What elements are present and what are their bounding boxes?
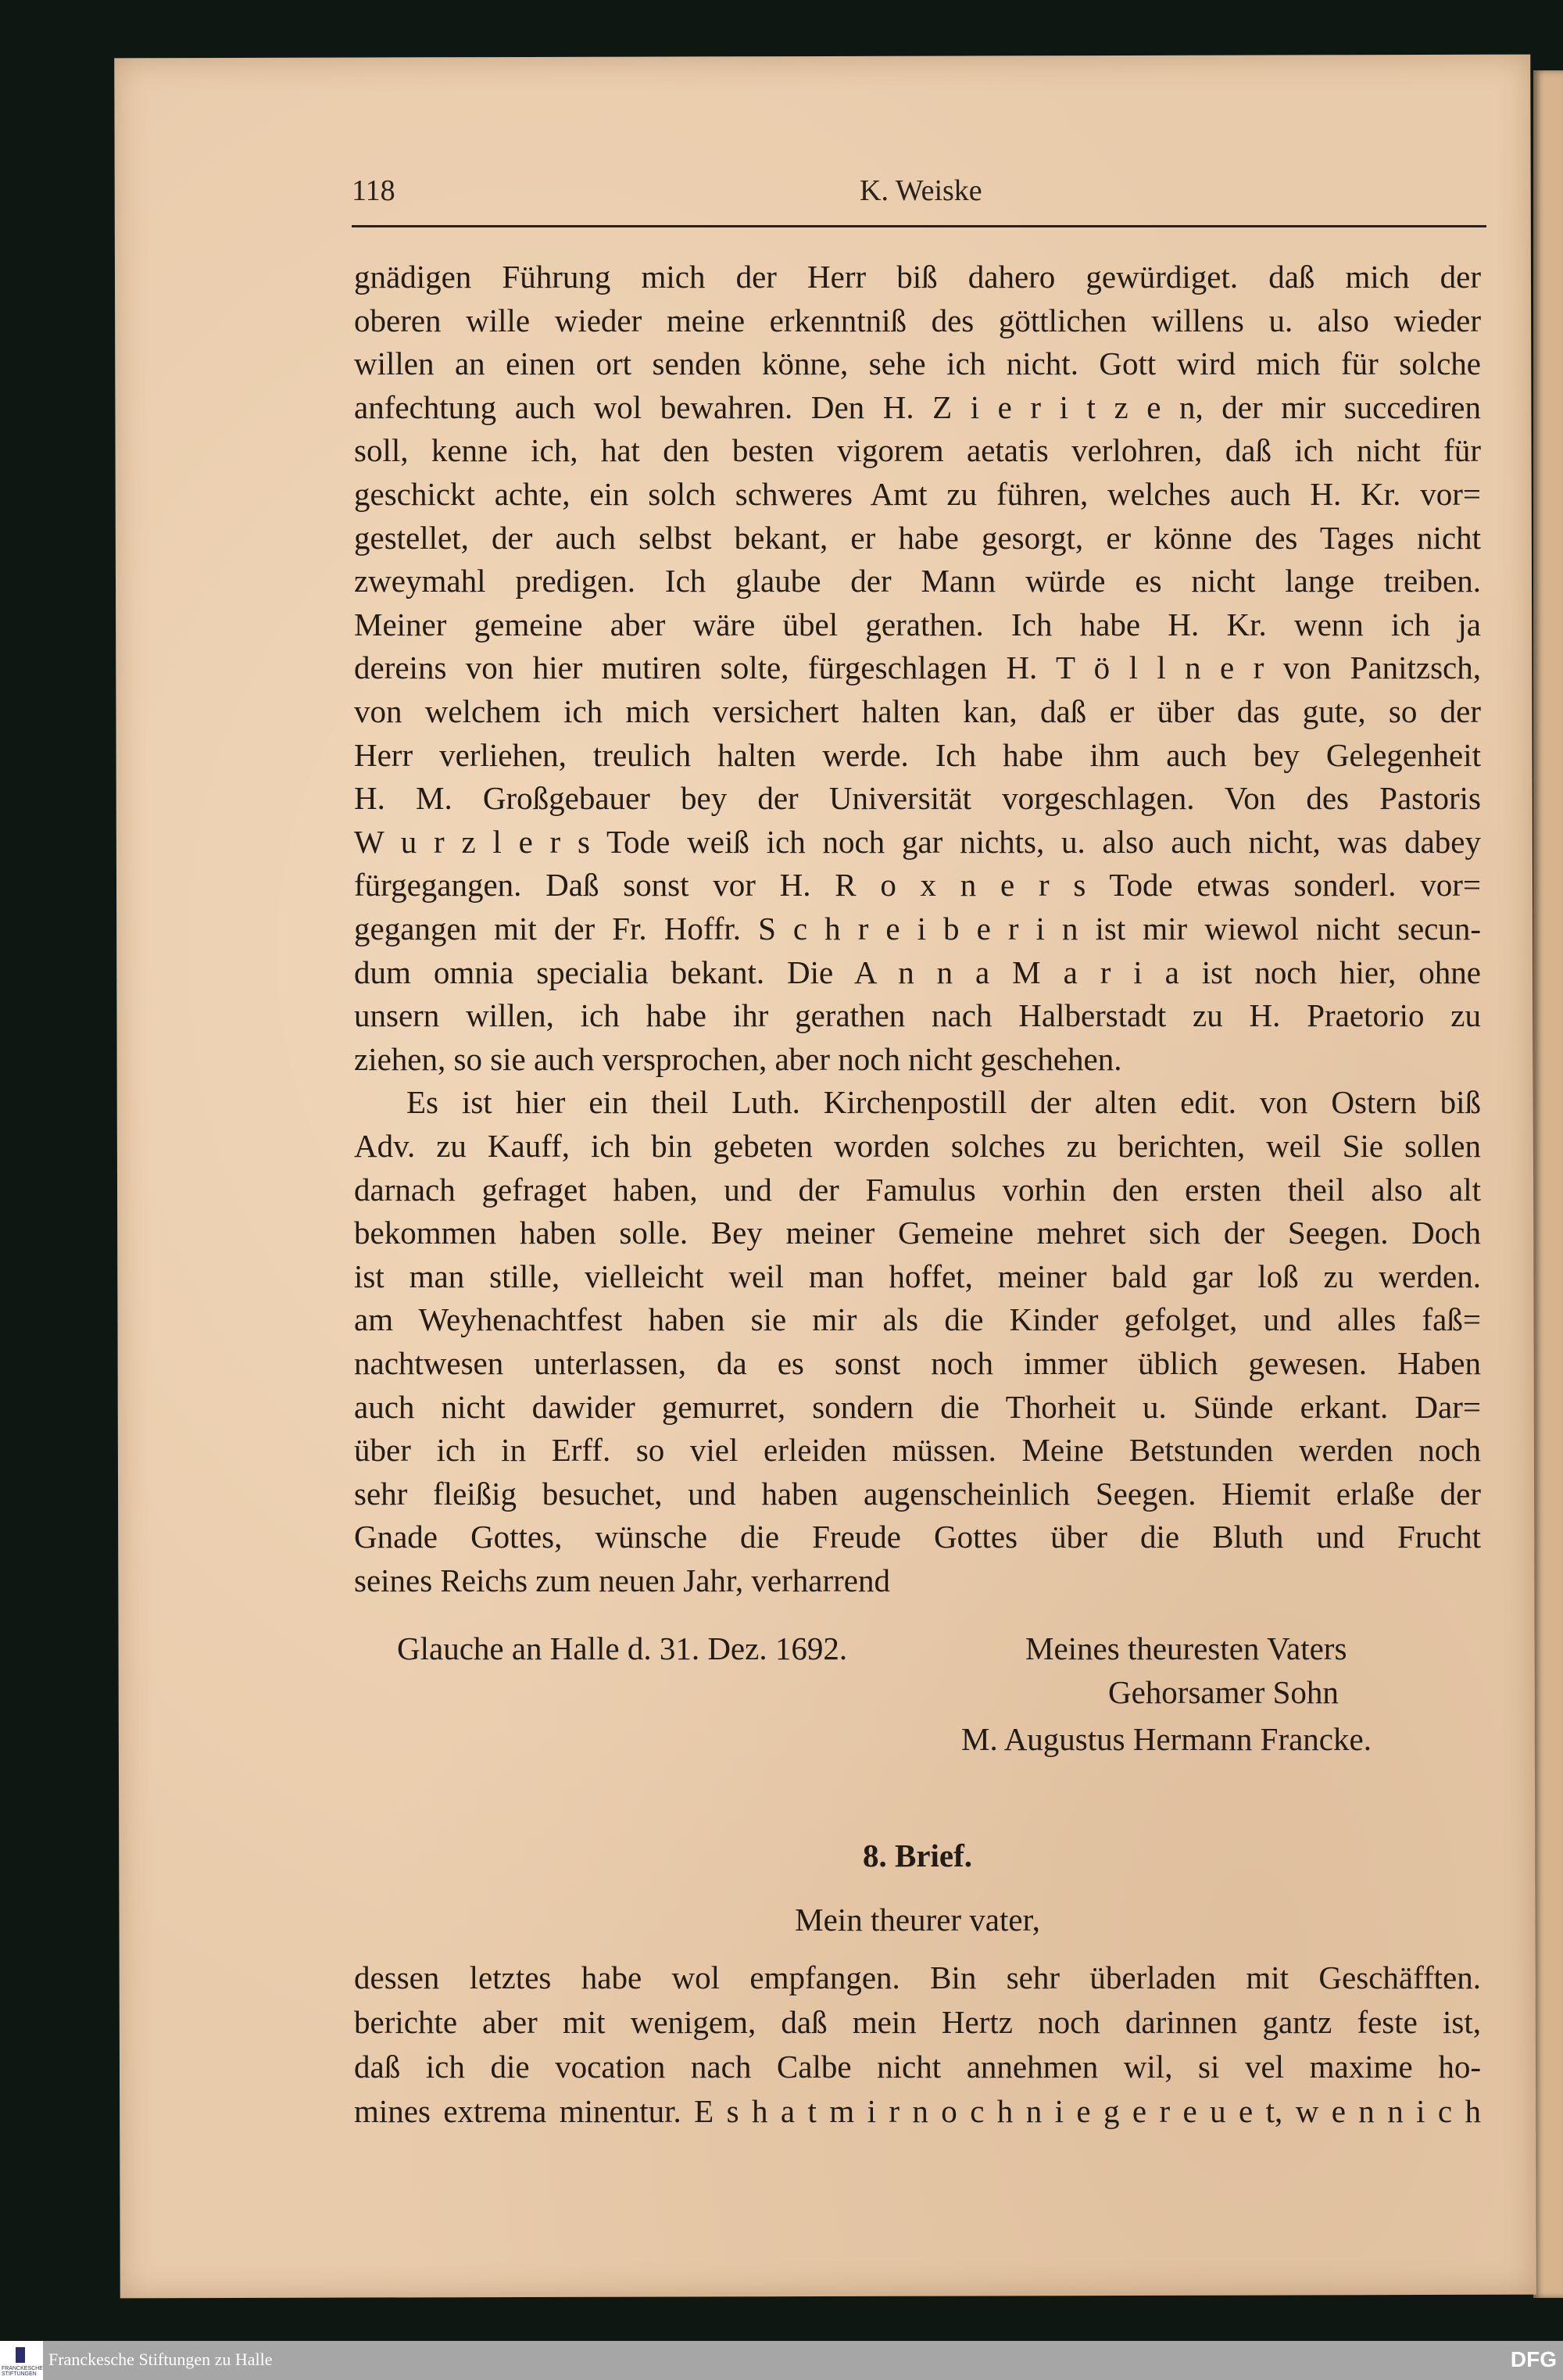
text-line: Herr verliehen, treulich halten werde. Ich habe ihm auch bey Gelegenheit bbox=[354, 736, 1481, 773]
text-line: von welchem ich mich versichert halten kan, daß er über das gute, so der bbox=[354, 693, 1481, 729]
text-line: willen an einen ort senden könne, sehe ich nicht. Gott wird mich für solche bbox=[354, 345, 1481, 382]
text-line: Es ist hier ein theil Luth. Kirchenpostill der alten edit. von Ostern biß bbox=[406, 1084, 1481, 1121]
text-line: am Weyhenachtfest haben sie mir als die Kinder gefolget, und alles faß= bbox=[354, 1301, 1481, 1338]
page-number: 118 bbox=[352, 174, 395, 207]
logo-text: FRANCKESCHE STIFTUNGEN bbox=[2, 2366, 43, 2377]
text-line: dessen letztes habe wol empfangen. Bin sehr überladen mit Geschäfften. bbox=[354, 1959, 1481, 1995]
text-line: gnädigen Führung mich der Herr biß dahero gewürdiget. daß mich der bbox=[354, 259, 1481, 295]
dfg-logo: DFG bbox=[1510, 2347, 1557, 2371]
text-line: bekommen haben solle. Bey meiner Gemeine mehret sich der Seegen. Doch bbox=[354, 1215, 1481, 1251]
text-line: seines Reichs zum neuen Jahr, verharrend bbox=[354, 1562, 890, 1598]
header-rule bbox=[352, 225, 1486, 227]
text-line: über ich in Erff. so viel erleiden müssen. Meine Betstunden werden noch bbox=[354, 1432, 1481, 1469]
text-line: Adv. zu Kauff, ich bin gebeten worden solches zu berichten, weil Sie sollen bbox=[354, 1128, 1481, 1164]
footer-bar bbox=[0, 2341, 1563, 2380]
text-line: gegangen mit der Fr. Hoffr. S c h r e i b e r i n ist mir wiewol nicht secun- bbox=[354, 911, 1481, 947]
text-line: Meiner gemeine aber wäre übel gerathen. Ich habe H. Kr. wenn ich ja bbox=[354, 606, 1481, 642]
text-line: geschickt achte, ein solch schweres Amt zu führen, welches auch H. Kr. vor= bbox=[354, 476, 1481, 512]
text-line: dum omnia specialia bekant. Die A n n a M a r i a ist noch hier, ohne bbox=[354, 954, 1481, 990]
text-line: dereins von hier mutiren solte, fürgeschlagen H. T ö l l n e r von Panitzsch, bbox=[354, 650, 1481, 686]
text-line: H. M. Großgebauer bey der Universität vorgeschlagen. Von des Pastoris bbox=[354, 780, 1481, 817]
signature: M. Augustus Hermann Francke. bbox=[961, 1721, 1372, 1757]
institution-name[interactable]: Franckesche Stiftungen zu Halle bbox=[48, 2350, 273, 2369]
text-line: anfechtung auch wol bewahren. Den H. Z i e r i t z e n, der mir succediren bbox=[354, 388, 1481, 425]
logo-figure-icon bbox=[16, 2347, 25, 2363]
closing-line: Gehorsamer Sohn bbox=[1108, 1674, 1339, 1710]
text-line: ziehen, so sie auch versprochen, aber noch nicht geschehen. bbox=[354, 1040, 1122, 1077]
text-line: sehr fleißig besuchet, und haben augenscheinlich Seegen. Hiemit erlaße der bbox=[354, 1475, 1481, 1512]
letter-heading: 8. Brief. bbox=[862, 1838, 973, 1874]
text-line: auch nicht dawider gemurret, sondern die Thorheit u. Sünde erkant. Dar= bbox=[354, 1388, 1481, 1425]
institution-logo bbox=[0, 2341, 43, 2380]
text-line: W u r z l e r s Tode weiß ich noch gar nichts, u. also auch nicht, was dabey bbox=[354, 823, 1481, 860]
text-line: nachtwesen unterlassen, da es sonst noch immer üblich gewesen. Haben bbox=[354, 1345, 1481, 1381]
text-line: mines extrema minentur. E s h a t m i r n o c h n i e g e r e u e t, w e n n i c h bbox=[354, 2093, 1481, 2129]
text-line: berichte aber mit wenigem, daß mein Hertz noch darinnen gantz feste ist, bbox=[354, 2004, 1481, 2040]
text-line: soll, kenne ich, hat den besten vigorem aetatis verlohren, daß ich nicht für bbox=[354, 432, 1481, 469]
adjacent-page-edge bbox=[1533, 70, 1563, 2298]
text-line: unsern willen, ich habe ihr gerathen nach Halberstadt zu H. Praetorio zu bbox=[354, 997, 1481, 1034]
text-line: fürgegangen. Daß sonst vor H. R o x n e r s Tode etwas sonderl. vor= bbox=[354, 867, 1481, 904]
text-line: gestellet, der auch selbst bekant, er habe gesorgt, er könne des Tages nicht bbox=[354, 519, 1481, 556]
text-line: daß ich die vocation nach Calbe nicht annehmen wil, si vel maxime ho- bbox=[354, 2049, 1481, 2085]
running-title: K. Weiske bbox=[860, 174, 982, 207]
text-line: Gnade Gottes, wünsche die Freude Gottes über die Bluth und Frucht bbox=[354, 1519, 1481, 1555]
text-line: oberen wille wieder meine erkenntniß des göttlichen willens u. also wieder bbox=[354, 302, 1481, 338]
salutation: Mein theurer vater, bbox=[795, 1902, 1040, 1938]
place-date: Glauche an Halle d. 31. Dez. 1692. bbox=[397, 1630, 848, 1666]
text-line: darnach gefraget haben, und der Famulus vorhin den ersten theil also alt bbox=[354, 1171, 1481, 1208]
text-line: ist man stille, vielleicht weil man hoffet, meiner bald gar loß zu werden. bbox=[354, 1258, 1481, 1294]
closing-line: Meines theuresten Vaters bbox=[1025, 1630, 1347, 1666]
text-line: zweymahl predigen. Ich glaube der Mann würde es nicht lange treiben. bbox=[354, 563, 1481, 599]
